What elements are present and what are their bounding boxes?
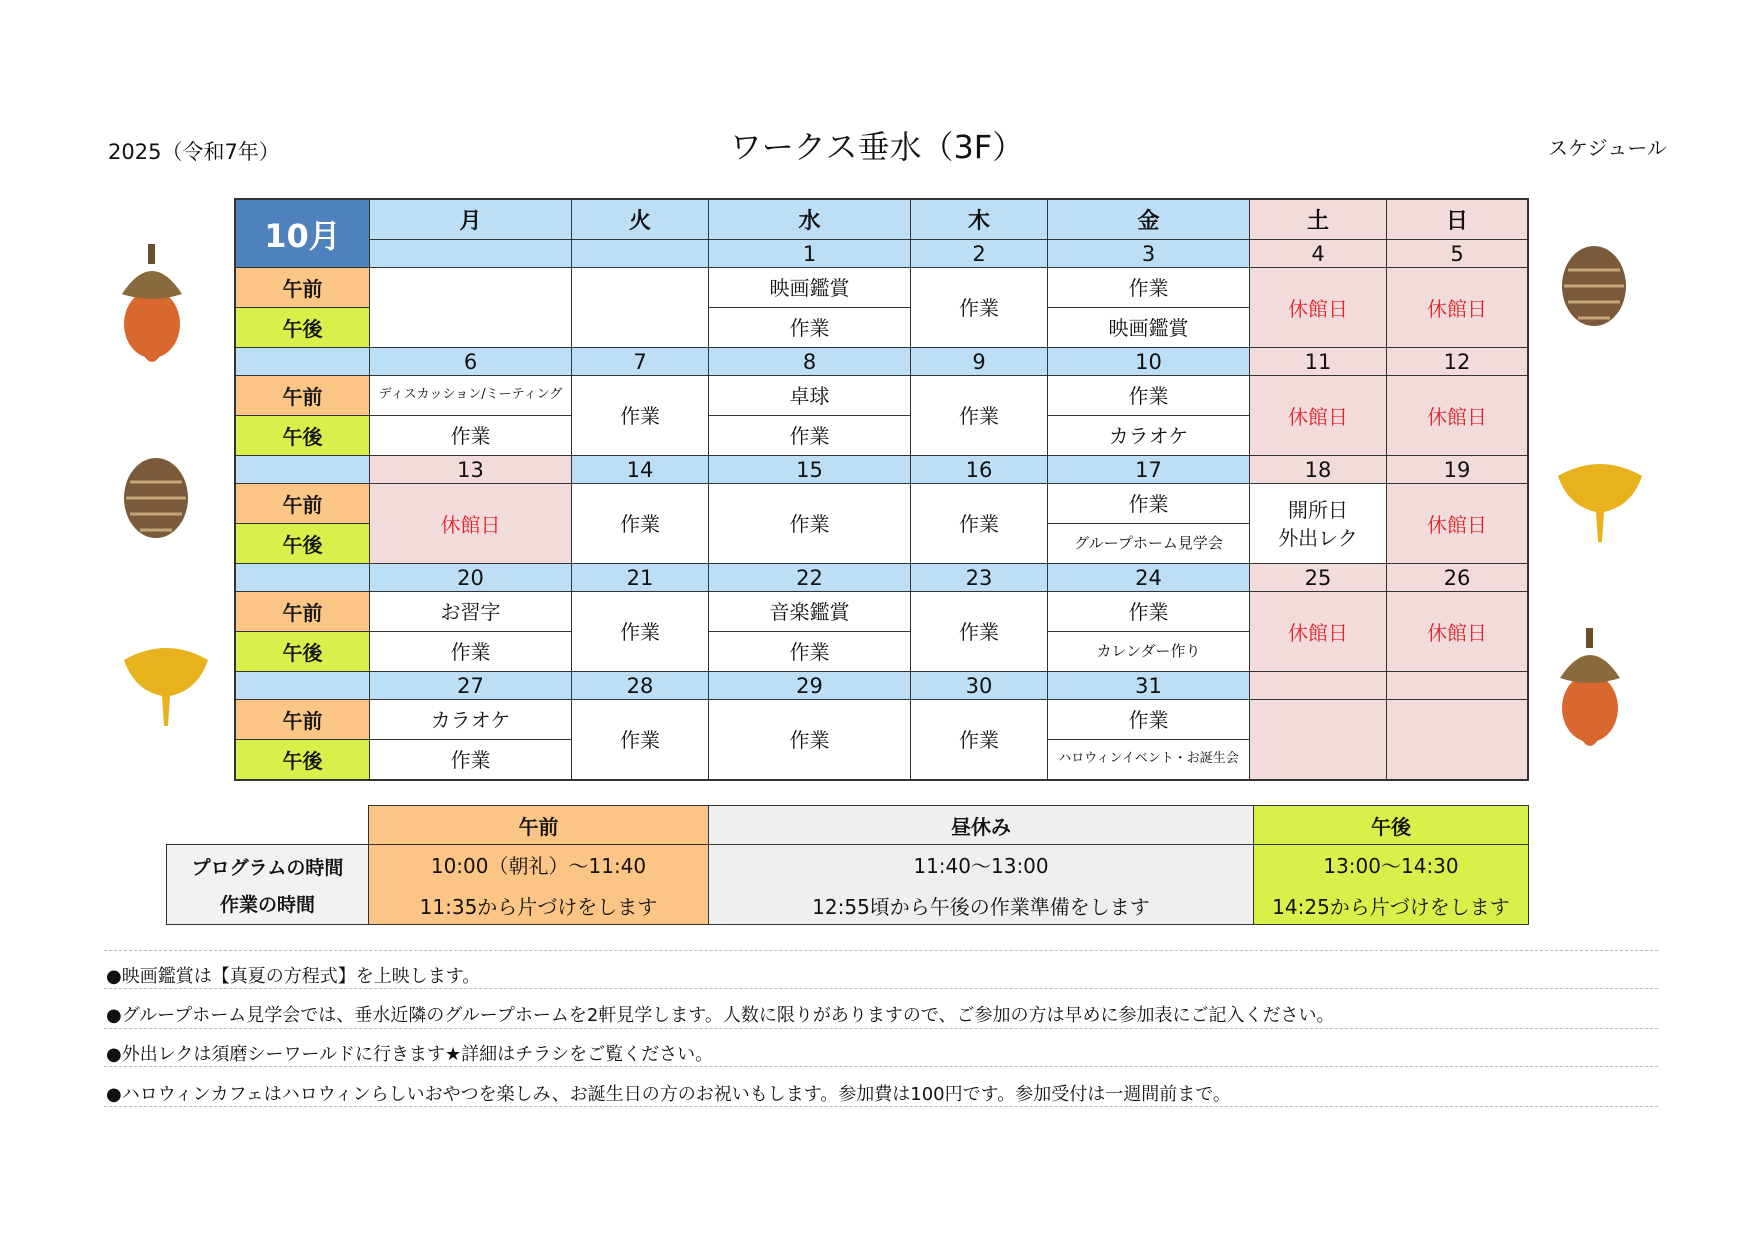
pm-program-time: 13:00〜14:30 <box>1323 853 1459 878</box>
am-program-time: 10:00（朝礼）〜11:40 <box>430 853 647 878</box>
date-cell: 26 <box>1387 564 1527 592</box>
year-label: 2025（令和7年） <box>108 140 280 164</box>
date-cell <box>1250 672 1387 700</box>
activity-cell: 作業 <box>1048 592 1250 632</box>
date-cell: 19 <box>1387 456 1527 484</box>
month-label: 10月 <box>236 200 370 268</box>
empty-cell <box>1250 700 1387 779</box>
date-cell: 31 <box>1048 672 1250 700</box>
activity-cell: カレンダー作り <box>1048 632 1250 672</box>
weekday-wed: 水 <box>709 200 911 240</box>
weekday-mon: 月 <box>370 200 572 240</box>
closed-cell: 休館日 <box>1387 376 1527 456</box>
date-cell: 24 <box>1048 564 1250 592</box>
activity-cell: カラオケ <box>370 700 572 740</box>
date-cell: 28 <box>572 672 709 700</box>
closed-cell: 休館日 <box>1387 592 1527 672</box>
date-cell <box>572 240 709 268</box>
date-cell: 8 <box>709 348 911 376</box>
ginkgo-leaf-icon <box>118 640 214 730</box>
empty-cell <box>572 268 709 348</box>
date-cell: 11 <box>1250 348 1387 376</box>
lunch-program-time: 11:40〜13:00 <box>913 853 1049 878</box>
time-cell-lunch <box>708 844 1254 925</box>
activity-cell: カラオケ <box>1048 416 1250 456</box>
empty-cell <box>370 268 572 348</box>
acorn-icon <box>118 238 186 370</box>
activity-cell: 作業 <box>1048 700 1250 740</box>
date-cell: 23 <box>911 564 1048 592</box>
date-cell: 1 <box>709 240 911 268</box>
time-header-am: 午前 <box>368 805 709 845</box>
date-cell: 20 <box>370 564 572 592</box>
date-cell: 3 <box>1048 240 1250 268</box>
am-label: 午前 <box>236 592 370 632</box>
date-cell: 2 <box>911 240 1048 268</box>
pm-label: 午後 <box>236 524 370 564</box>
activity-cell: 音楽鑑賞 <box>709 592 911 632</box>
event-am: 開所日 <box>1288 497 1348 522</box>
weekday-thu: 木 <box>911 200 1048 240</box>
weekday-sat: 土 <box>1250 200 1387 240</box>
activity-cell: 作業 <box>709 416 911 456</box>
page-title: ワークス垂水（3F） <box>729 128 1025 166</box>
pm-label: 午後 <box>236 632 370 672</box>
date-cell: 29 <box>709 672 911 700</box>
date-cell: 10 <box>1048 348 1250 376</box>
date-cell: 13 <box>370 456 572 484</box>
date-cell: 16 <box>911 456 1048 484</box>
pinecone-icon <box>120 452 192 540</box>
activity-cell: 映画鑑賞 <box>709 268 911 308</box>
activity-cell: 作業 <box>911 376 1048 456</box>
activity-cell: 作業 <box>709 308 911 348</box>
date-cell: 12 <box>1387 348 1527 376</box>
activity-cell: 作業 <box>572 592 709 672</box>
pinecone-icon <box>1558 240 1630 328</box>
activity-cell: ハロウィンイベント・お誕生会 <box>1048 740 1250 779</box>
acorn-icon <box>1556 622 1624 754</box>
activity-cell: 作業 <box>1048 268 1250 308</box>
date-cell: 17 <box>1048 456 1250 484</box>
time-header-lunch: 昼休み <box>708 805 1254 845</box>
activity-cell: 作業 <box>911 700 1048 779</box>
closed-cell: 休館日 <box>1250 376 1387 456</box>
note-item: ●映画鑑賞は【真夏の方程式】を上映します。 <box>106 966 481 987</box>
time-row-labels <box>166 844 369 925</box>
date-cell: 27 <box>370 672 572 700</box>
divider <box>104 950 1658 951</box>
activity-cell: 作業 <box>572 700 709 779</box>
divider <box>104 1028 1658 1029</box>
time-cell-am <box>368 844 709 925</box>
activity-cell: 作業 <box>1048 376 1250 416</box>
time-cell-pm <box>1253 844 1529 925</box>
date-row-spacer <box>236 348 370 376</box>
date-cell: 4 <box>1250 240 1387 268</box>
date-cell: 15 <box>709 456 911 484</box>
activity-cell: お習字 <box>370 592 572 632</box>
activity-cell: 作業 <box>370 740 572 779</box>
activity-cell: 作業 <box>709 484 911 564</box>
ginkgo-leaf-icon <box>1552 456 1648 546</box>
time-header-pm: 午後 <box>1253 805 1529 845</box>
activity-cell: ディスカッション/ミーティング <box>370 376 572 416</box>
activity-cell: 卓球 <box>709 376 911 416</box>
activity-cell: 作業 <box>911 484 1048 564</box>
time-table <box>166 805 1529 925</box>
activity-cell: 作業 <box>572 376 709 456</box>
divider <box>104 1066 1658 1067</box>
date-cell: 30 <box>911 672 1048 700</box>
note-item: ●グループホーム見学会では、垂水近隣のグループホームを2軒見学します。人数に限りがありますので、ご参加の方は早めに参加表にご記入ください。 <box>106 1005 1335 1026</box>
date-row-spacer <box>236 564 370 592</box>
activity-cell: 作業 <box>572 484 709 564</box>
closed-cell: 休館日 <box>370 484 572 564</box>
program-time-label: プログラムの時間 <box>191 856 344 879</box>
date-cell: 6 <box>370 348 572 376</box>
date-cell: 9 <box>911 348 1048 376</box>
activity-cell: 作業 <box>911 268 1048 348</box>
date-row-spacer <box>236 456 370 484</box>
event-pm: 外出レク <box>1278 525 1358 550</box>
pm-label: 午後 <box>236 416 370 456</box>
activity-cell: 作業 <box>370 416 572 456</box>
date-cell: 7 <box>572 348 709 376</box>
divider <box>104 988 1658 989</box>
pm-work-time: 14:25から片づけをします <box>1272 894 1510 919</box>
am-label: 午前 <box>236 376 370 416</box>
date-row-spacer <box>236 672 370 700</box>
activity-cell: 作業 <box>370 632 572 672</box>
date-cell: 5 <box>1387 240 1527 268</box>
activity-cell: 作業 <box>911 592 1048 672</box>
weekday-sun: 日 <box>1387 200 1527 240</box>
date-cell: 14 <box>572 456 709 484</box>
note-item: ●外出レクは須磨シーワールドに行きます★詳細はチラシをご覧ください。 <box>106 1044 714 1065</box>
pm-label: 午後 <box>236 308 370 348</box>
schedule-label: スケジュール <box>1548 136 1667 160</box>
event-cell <box>1250 484 1387 564</box>
closed-cell: 休館日 <box>1250 268 1387 348</box>
date-cell: 22 <box>709 564 911 592</box>
pm-label: 午後 <box>236 740 370 779</box>
date-cell: 18 <box>1250 456 1387 484</box>
closed-cell: 休館日 <box>1250 592 1387 672</box>
note-item: ●ハロウィンカフェはハロウィンらしいおやつを楽しみ、お誕生日の方のお祝いもします。参加費は100円です。参加受付は一週間前まで。 <box>106 1084 1231 1105</box>
work-time-label: 作業の時間 <box>219 893 315 916</box>
lunch-work-time: 12:55頃から午後の作業準備をします <box>812 894 1150 919</box>
activity-cell: 映画鑑賞 <box>1048 308 1250 348</box>
am-label: 午前 <box>236 268 370 308</box>
date-cell: 21 <box>572 564 709 592</box>
closed-cell: 休館日 <box>1387 268 1527 348</box>
empty-cell <box>1387 700 1527 779</box>
date-cell <box>1387 672 1527 700</box>
weekday-fri: 金 <box>1048 200 1250 240</box>
activity-cell: 作業 <box>709 700 911 779</box>
divider <box>104 1106 1658 1107</box>
closed-cell: 休館日 <box>1387 484 1527 564</box>
am-label: 午前 <box>236 700 370 740</box>
weekday-tue: 火 <box>572 200 709 240</box>
activity-cell: 作業 <box>709 632 911 672</box>
date-cell <box>370 240 572 268</box>
date-cell: 25 <box>1250 564 1387 592</box>
am-label: 午前 <box>236 484 370 524</box>
activity-cell: グループホーム見学会 <box>1048 524 1250 564</box>
am-work-time: 11:35から片づけをします <box>419 894 658 919</box>
calendar-grid <box>234 198 1529 781</box>
activity-cell: 作業 <box>1048 484 1250 524</box>
